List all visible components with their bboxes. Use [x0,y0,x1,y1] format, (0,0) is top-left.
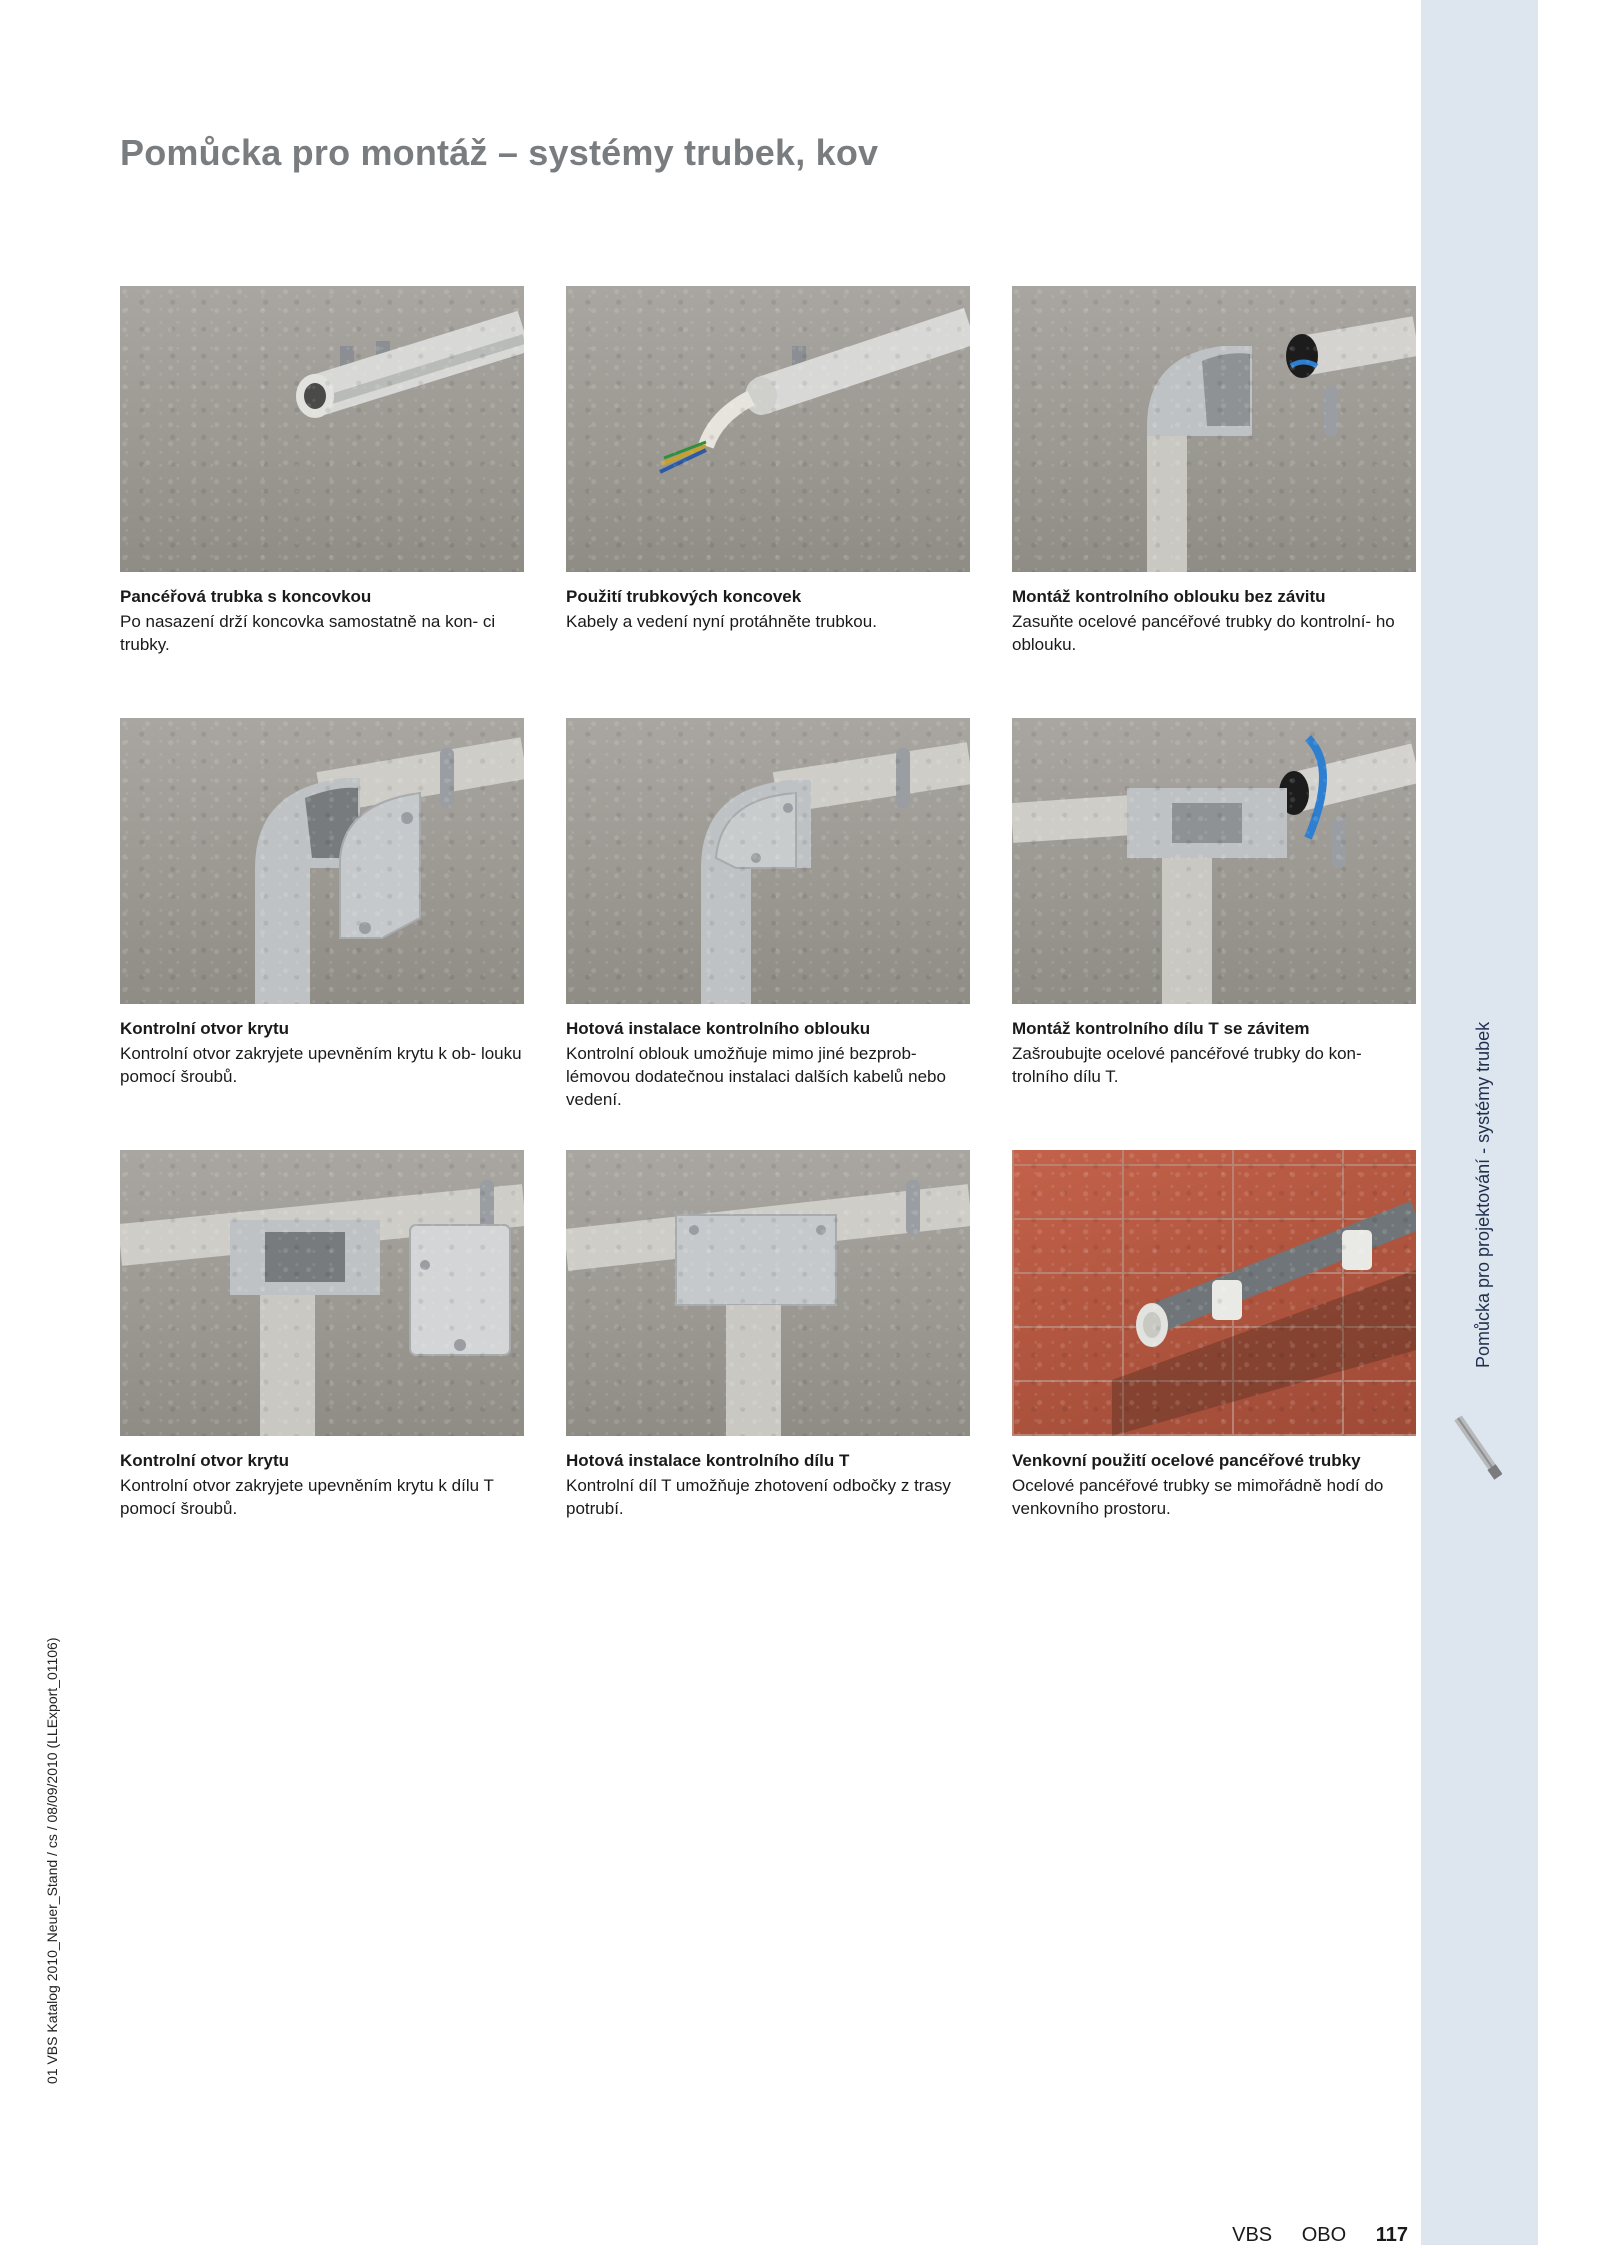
step-card [1012,1150,1416,1582]
step-card [120,718,524,1150]
footer [1208,2224,1408,2247]
print-note: 01 VBS Katalog 2010_Neuer_Stand / cs / 08/09/2010 (LLExport_01106) [44,1637,60,2084]
step-title: Montáž kontrolního oblouku bez závitu [1012,587,1326,606]
step-title: Hotová instalace kontrolního dílu T [566,1451,850,1470]
step-title: Hotová instalace kontrolního oblouku [566,1019,871,1038]
sidebar-label: Pomůcka pro projektování - systémy trubek [1473,1021,1493,1368]
step-title: Kontrolní otvor krytu [120,1451,290,1470]
page-title: Pomůcka pro montáž – systémy trubek, kov [120,132,879,173]
step-title: Venkovní použití ocelové pancéřové trubky [1012,1451,1361,1470]
photo-finished-tee [566,1150,970,1436]
step-title: Kontrolní otvor krytu [120,1019,290,1038]
photo-outdoor-conduit [1012,1150,1416,1436]
step-card [120,1150,524,1582]
page-number: 117 [1375,2224,1408,2246]
photo-tee-cover [120,1150,524,1436]
step-text: Kontrolní otvor zakryjete upevněním krytu k dílu T pomocí šroubů. [120,1476,494,1518]
step-card [120,286,524,718]
photo-inspection-bend-mounting [1012,286,1416,572]
step-card [566,718,970,1150]
step-text: Kontrolní otvor zakryjete upevněním krytu k ob- louku pomocí šroubů. [120,1044,522,1086]
step-text: Kontrolní díl T umožňuje zhotovení odbočky z trasy potrubí. [566,1476,951,1518]
step-card [566,286,970,718]
step-text: Ocelové pancéřové trubky se mimořádně hodí do venkovního prostoru. [1012,1476,1384,1518]
step-title: Montáž kontrolního dílu T se závitem [1012,1019,1310,1038]
step-card [1012,718,1416,1150]
step-card [566,1150,970,1582]
photo-cover-inspection-opening [120,718,524,1004]
step-text: Po nasazení drží koncovka samostatně na kon- ci trubky. [120,612,496,654]
footer-brand-vbs: VBS [1232,2224,1273,2246]
step-text: Zašroubujte ocelové pancéřové trubky do kon- trolního dílu T. [1012,1044,1362,1086]
photo-conduit-end-cap [120,286,524,572]
photo-cable-through-conduit [566,286,970,572]
step-text: Kabely a vedení nyní protáhněte trubkou. [566,612,877,631]
footer-brand-obo: OBO [1301,2224,1347,2246]
steps-grid [120,286,1430,1582]
step-text: Kontrolní oblouk umožňuje mimo jiné bezprob- lémovou dodatečnou instalaci dalších kabelů nebo vedení. [566,1044,946,1109]
step-title: Použití trubkových koncovek [566,587,802,606]
step-title: Pancéřová trubka s koncovkou [120,587,372,606]
step-text: Zasuňte ocelové pancéřové trubky do kontrolní- ho oblouku. [1012,612,1395,654]
photo-finished-inspection-bend [566,718,970,1004]
step-card [1012,286,1416,718]
conduit-thumbnail-icon [1452,1412,1502,1482]
photo-tee-mounting [1012,718,1416,1004]
